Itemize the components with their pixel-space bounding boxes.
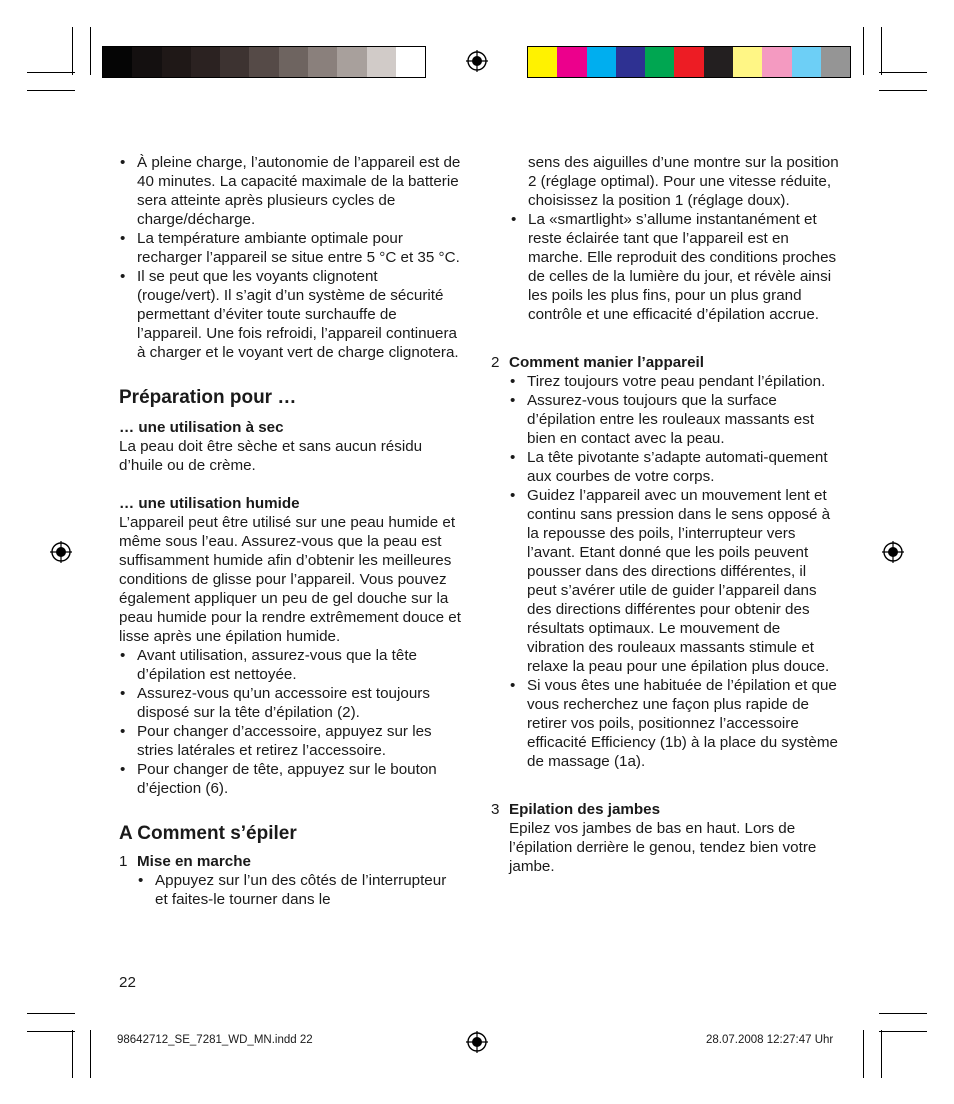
bullet-item: • Assurez-vous toujours que la surface d’épilation entre les rouleaux massants est bien en contact avec la peau. <box>509 391 839 448</box>
bullet-item: • À pleine charge, l’autonomie de l’appareil est de 40 minutes. La capacité maximale de la batterie sera atteinte après plusieurs cycles de charge/décharge. <box>119 153 461 229</box>
color-swatch <box>220 47 249 77</box>
color-swatch <box>396 47 425 77</box>
color-swatch <box>249 47 278 77</box>
bullet-item: • Pour changer de tête, appuyez sur le bouton d’éjection (6). <box>119 760 461 798</box>
color-swatch <box>762 47 791 77</box>
color-swatch <box>191 47 220 77</box>
crop-mark <box>27 90 75 91</box>
bullet-item: • La température ambiante optimale pour recharger l’appareil se situe entre 5 °C et 35 °C. <box>119 229 461 267</box>
color-swatch <box>587 47 616 77</box>
crop-mark <box>72 1030 73 1078</box>
color-swatch <box>367 47 396 77</box>
crop-mark <box>881 1030 882 1078</box>
crop-mark <box>27 72 75 73</box>
crop-mark <box>90 1030 91 1078</box>
color-swatch <box>557 47 586 77</box>
footer-datetime: 28.07.2008 12:27:47 Uhr <box>706 1034 834 1046</box>
crop-mark <box>879 1013 927 1014</box>
paragraph-wet: L’appareil peut être utilisé sur une peau humide et même sous l’eau. Assurez-vous que la peau est suffisamment humide afin d’obtenir les meilleures conditions de glisse pour l’appareil. Vous pouvez également appliquer un peu de gel douche sur la peau humide pour la rendre extrêmement douce et lisse après une épilation humide. <box>119 514 461 645</box>
color-swatch <box>279 47 308 77</box>
registration-mark-icon <box>50 541 72 563</box>
color-swatch <box>337 47 366 77</box>
step-title: Comment manier l’appareil <box>509 354 704 371</box>
bullet-item: • La «smartlight» s’allume instantanément et reste éclairée tant que l’appareil est en marche. Elle reproduit des conditions proches de celles de la lumière du jour, et révèle ainsi les poils les plus fins, pour un plus grand contrôle et une efficacité d’épilation accrue. <box>510 210 839 324</box>
registration-mark-icon <box>466 50 488 72</box>
registration-mark-icon <box>466 1031 488 1053</box>
bullet-item: • Tirez toujours votre peau pendant l’épilation. <box>509 372 839 391</box>
registration-mark-icon <box>882 541 904 563</box>
step-number: 1 <box>119 853 128 870</box>
bullet-item: • Pour changer d’accessoire, appuyez sur les stries latérales et retirez l’accessoire. <box>119 722 461 760</box>
bullet-item: • Avant utilisation, assurez-vous que la tête d’épilation est nettoyée. <box>119 646 461 684</box>
color-swatch <box>308 47 337 77</box>
color-swatch <box>821 47 850 77</box>
color-swatch <box>132 47 161 77</box>
bullet-item: • Assurez-vous qu’un accessoire est toujours disposé sur la tête d’épilation (2). <box>119 684 461 722</box>
step-number: 2 <box>491 354 500 371</box>
crop-mark <box>881 27 882 75</box>
bullet-item: • Guidez l’appareil avec un mouvement lent et continu sans pression dans le sens opposé à la repousse des poils, l’interrupteur vers l’avant. Etant donné que les poils peuvent pousser dans des directions différentes, il peut s’avérer utile de guider l’appareil dans des directions différentes pour obtenir des résultats optimaux. Le mouvement de vibration des rouleaux massants stimule et relaxe la peau pour une épilation plus douce. <box>509 486 839 676</box>
section-heading-epilation: A Comment s’épiler <box>119 823 297 844</box>
bullet-item: • Appuyez sur l’un des côtés de l’interrupteur et faites-le tourner dans le <box>137 871 461 909</box>
crop-mark <box>72 27 73 75</box>
subheading-dry: … une utilisation à sec <box>119 419 284 436</box>
crop-mark <box>863 1030 864 1078</box>
color-swatch <box>704 47 733 77</box>
step-number: 3 <box>491 801 500 818</box>
color-swatch <box>162 47 191 77</box>
footer-filename: 98642712_SE_7281_WD_MN.indd 22 <box>117 1034 313 1046</box>
crop-mark <box>879 72 927 73</box>
color-swatch <box>674 47 703 77</box>
color-swatch <box>528 47 557 77</box>
subheading-wet: … une utilisation humide <box>119 495 300 512</box>
step-title: Mise en marche <box>137 853 251 870</box>
paragraph-dry: La peau doit être sèche et sans aucun résidu d’huile ou de crème. <box>119 438 423 474</box>
color-swatch <box>733 47 762 77</box>
process-color-bar <box>527 46 851 78</box>
bullet-item: • La tête pivotante s’adapte automati-quement aux courbes de votre corps. <box>509 448 839 486</box>
left-column <box>119 153 461 909</box>
crop-mark <box>863 27 864 75</box>
crop-mark <box>27 1031 75 1032</box>
color-swatch <box>616 47 645 77</box>
section-heading-preparation: Préparation pour … <box>119 387 297 408</box>
step-3 <box>491 800 839 876</box>
color-swatch <box>792 47 821 77</box>
color-swatch <box>645 47 674 77</box>
step-title: Epilation des jambes <box>509 801 661 818</box>
crop-mark <box>90 27 91 75</box>
step-text: Epilez vos jambes de bas en haut. Lors de l’épilation derrière le genou, tendez bien votre jambe. <box>509 820 817 875</box>
crop-mark <box>27 1013 75 1014</box>
page-number: 22 <box>119 974 136 991</box>
step-2 <box>491 353 839 771</box>
bullet-item: • Il se peut que les voyants clignotent (rouge/vert). Il s’agit d’un système de sécurité permettant d’éviter toute surchauffe de l’appareil. Une fois refroidi, l’appareil continuera à charger et le voyant vert de charge clignotera. <box>119 267 461 362</box>
crop-mark <box>879 1031 927 1032</box>
grayscale-color-bar <box>102 46 426 78</box>
continued-text: sens des aiguilles d’une montre sur la position 2 (réglage optimal). Pour une vitesse réduite, choisissez la position 1 (réglage doux). <box>528 154 839 209</box>
color-swatch <box>103 47 132 77</box>
step-1 <box>119 852 461 909</box>
bullet-item: • Si vous êtes une habituée de l’épilation et que vous recherchez une façon plus rapide de retirer vos poils, positionnez l’accessoire efficacité Efficiency (1b) à la place du système de massage (1a). <box>509 676 839 771</box>
crop-mark <box>879 90 927 91</box>
right-column <box>491 153 839 876</box>
